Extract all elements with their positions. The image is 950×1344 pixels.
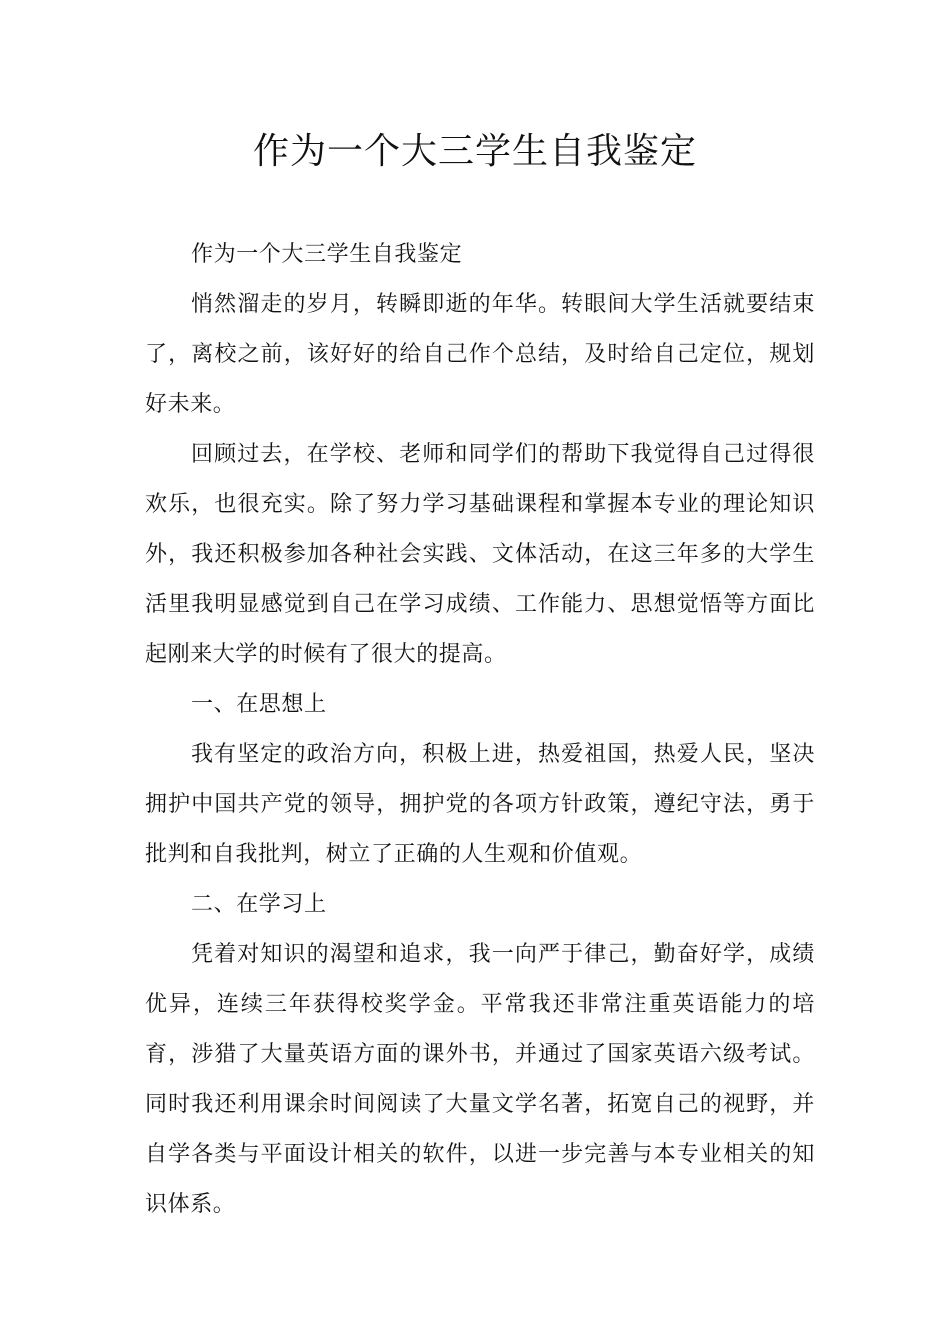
paragraph-study: 凭着对知识的渴望和追求，我一向严于律己，勤奋好学，成绩优异，连续三年获得校奖学金。平常我还非常注重英语能力的培育，涉猎了大量英语方面的课外书，并通过了国家英语六级考试。同时我还利用课余时间阅读了大量文学名著，拓宽自己的视野，并自学各类与平面设计相关的软件，以进一步完善与本专业相关的知识体系。 (145, 942, 815, 1217)
paragraph-review: 回顾过去，在学校、老师和同学们的帮助下我觉得自己过得很欢乐，也很充实。除了努力学习基础课程和掌握本专业的理论知识外，我还积极参加各种社会实践、文体活动，在这三年多的大学生活里我明显感觉到自己在学习成绩、工作能力、思想觉悟等方面比起刚来大学的时候有了很大的提高。 (145, 442, 815, 667)
paragraph-thought: 我有坚定的政治方向，积极上进，热爱祖国，热爱人民，坚决拥护中国共产党的领导，拥护党的各项方针政策，遵纪守法，勇于批判和自我批判，树立了正确的人生观和价值观。 (145, 742, 815, 867)
section-heading-study: 二、在学习上 (191, 892, 327, 917)
paragraph-subtitle: 作为一个大三学生自我鉴定 (191, 242, 463, 267)
document-body (145, 230, 815, 1230)
document-title: 作为一个大三学生自我鉴定 (252, 131, 697, 172)
section-heading-thought: 一、在思想上 (191, 692, 327, 717)
paragraph-intro: 悄然溜走的岁月，转瞬即逝的年华。转眼间大学生活就要结束了，离校之前，该好好的给自己作个总结，及时给自己定位，规划好未来。 (145, 292, 815, 417)
